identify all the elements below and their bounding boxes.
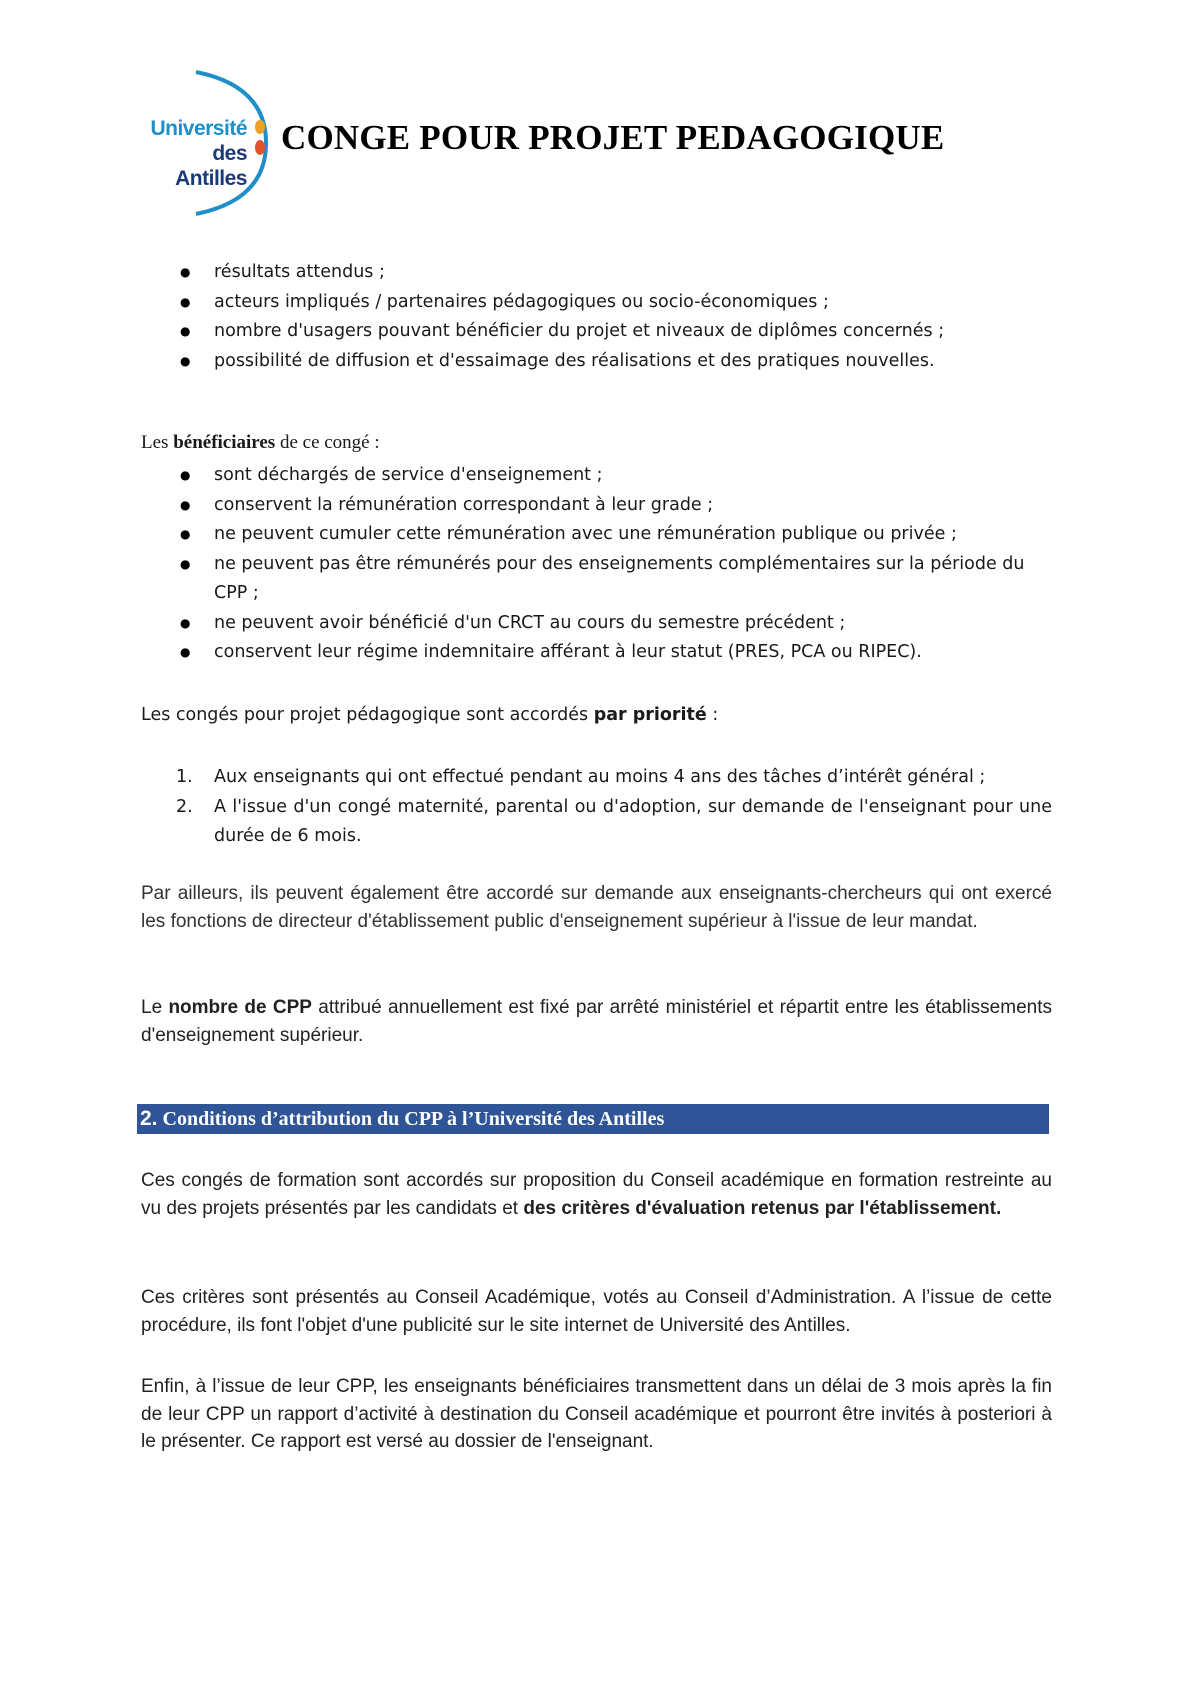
intro-prefix: Les: [141, 432, 174, 453]
section-2-paragraph-1: [141, 1167, 1052, 1222]
intro-prefix: Les congés pour projet pédagogique sont accordés: [141, 705, 594, 725]
text-prefix: Le: [141, 997, 169, 1018]
priority-intro: [141, 702, 1052, 730]
list-item: ● sont déchargés de service d'enseignement ;: [0, 461, 1054, 491]
intro-bold: par priorité: [593, 705, 707, 725]
section-number: 2.: [140, 1107, 158, 1130]
section-2-paragraph-3: Enfin, à l’issue de leur CPP, les enseignants bénéficiaires transmettent dans un délai de 3 mois après la fin de leur CPP un rapport d’activité à destination du Conseil académique et pourront être invités à posteriori à le présenter. Ce rapport est versé au dossier de l'enseignant.: [141, 1376, 1052, 1452]
intro-bold: bénéficiaires: [173, 432, 276, 453]
priority-list: [0, 763, 1052, 852]
list-item: ● acteurs impliqués / partenaires pédagogiques ou socio-économiques ;: [0, 288, 1054, 318]
criteria-list: [0, 258, 1054, 376]
intro-suffix: :: [706, 705, 719, 725]
paragraph-cpp-number: [141, 994, 1052, 1049]
item-text: A l'issue d'un congé maternité, parental ou d'adoption, sur demande de l'enseignant pour une durée de 6 mois.: [214, 796, 1052, 846]
text-prefix: Ces congés de formation sont accordés sur proposition du Conseil académique en formation restreinte au vu des projets présentés par les candidats et: [141, 1170, 1052, 1219]
paragraph-directors: Par ailleurs, ils peuvent également être accordé sur demande aux enseignants-chercheurs qui ont exercé les fonctions de directeur d'établissement public d'enseignement supérieur à l'issue de leur mandat.: [141, 883, 1052, 932]
list-item: ● conservent la rémunération correspondant à leur grade ;: [0, 491, 1054, 521]
list-item: ● résultats attendus ;: [0, 258, 1054, 288]
beneficiaries-list: [0, 461, 1054, 668]
section-2-paragraph-2: Ces critères sont présentés au Conseil Académique, votés au Conseil d’Administration. A l’issue de cette procédure, ils font l'objet d'une publicité sur le site internet de Université des Antilles.: [141, 1287, 1052, 1336]
university-logo: [138, 68, 270, 218]
document-title: CONGE POUR PROJET PEDAGOGIQUE: [281, 118, 945, 157]
logo-orange-dot-icon: [255, 120, 265, 134]
logo-wordmark: [141, 116, 247, 191]
list-item: [0, 793, 1052, 852]
text-bold: des critères d'évaluation retenus par l'établissement.: [523, 1197, 1002, 1219]
list-item: ● nombre d'usagers pouvant bénéficier du projet et niveaux de diplômes concernés ;: [0, 317, 1054, 347]
list-item: ● ne peuvent cumuler cette rémunération avec une rémunération publique ou privée ;: [0, 520, 1054, 550]
logo-line-2: des Antilles: [175, 142, 247, 190]
text-suffix: attribué annuellement est fixé par arrêté ministériel et répartit entre les établissements d'enseignement supérieur.: [141, 997, 1052, 1046]
intro-suffix: de ce congé :: [275, 432, 380, 453]
text-bold: nombre de CPP: [168, 997, 312, 1018]
list-item: ● ne peuvent pas être rémunérés pour des enseignements complémentaires sur la période du CPP ;: [0, 550, 1054, 609]
logo-red-dot-icon: [255, 140, 265, 155]
list-item: [0, 763, 1052, 793]
beneficiaries-intro: [141, 430, 1052, 456]
item-number: 2.: [176, 796, 193, 817]
section-2-heading: [137, 1104, 1049, 1134]
section-title: Conditions d’attribution du CPP à l’Université des Antilles: [157, 1108, 665, 1130]
logo-line-1: Université: [150, 117, 247, 140]
list-item: ● possibilité de diffusion et d'essaimage des réalisations et des pratiques nouvelles.: [0, 347, 1054, 377]
list-item: ● ne peuvent avoir bénéficié d'un CRCT au cours du semestre précédent ;: [0, 609, 1054, 639]
item-number: 1.: [176, 767, 193, 787]
item-text: Aux enseignants qui ont effectué pendant au moins 4 ans des tâches d’intérêt général ;: [214, 767, 986, 787]
list-item: ● conservent leur régime indemnitaire afférant à leur statut (PRES, PCA ou RIPEC).: [0, 638, 1054, 668]
